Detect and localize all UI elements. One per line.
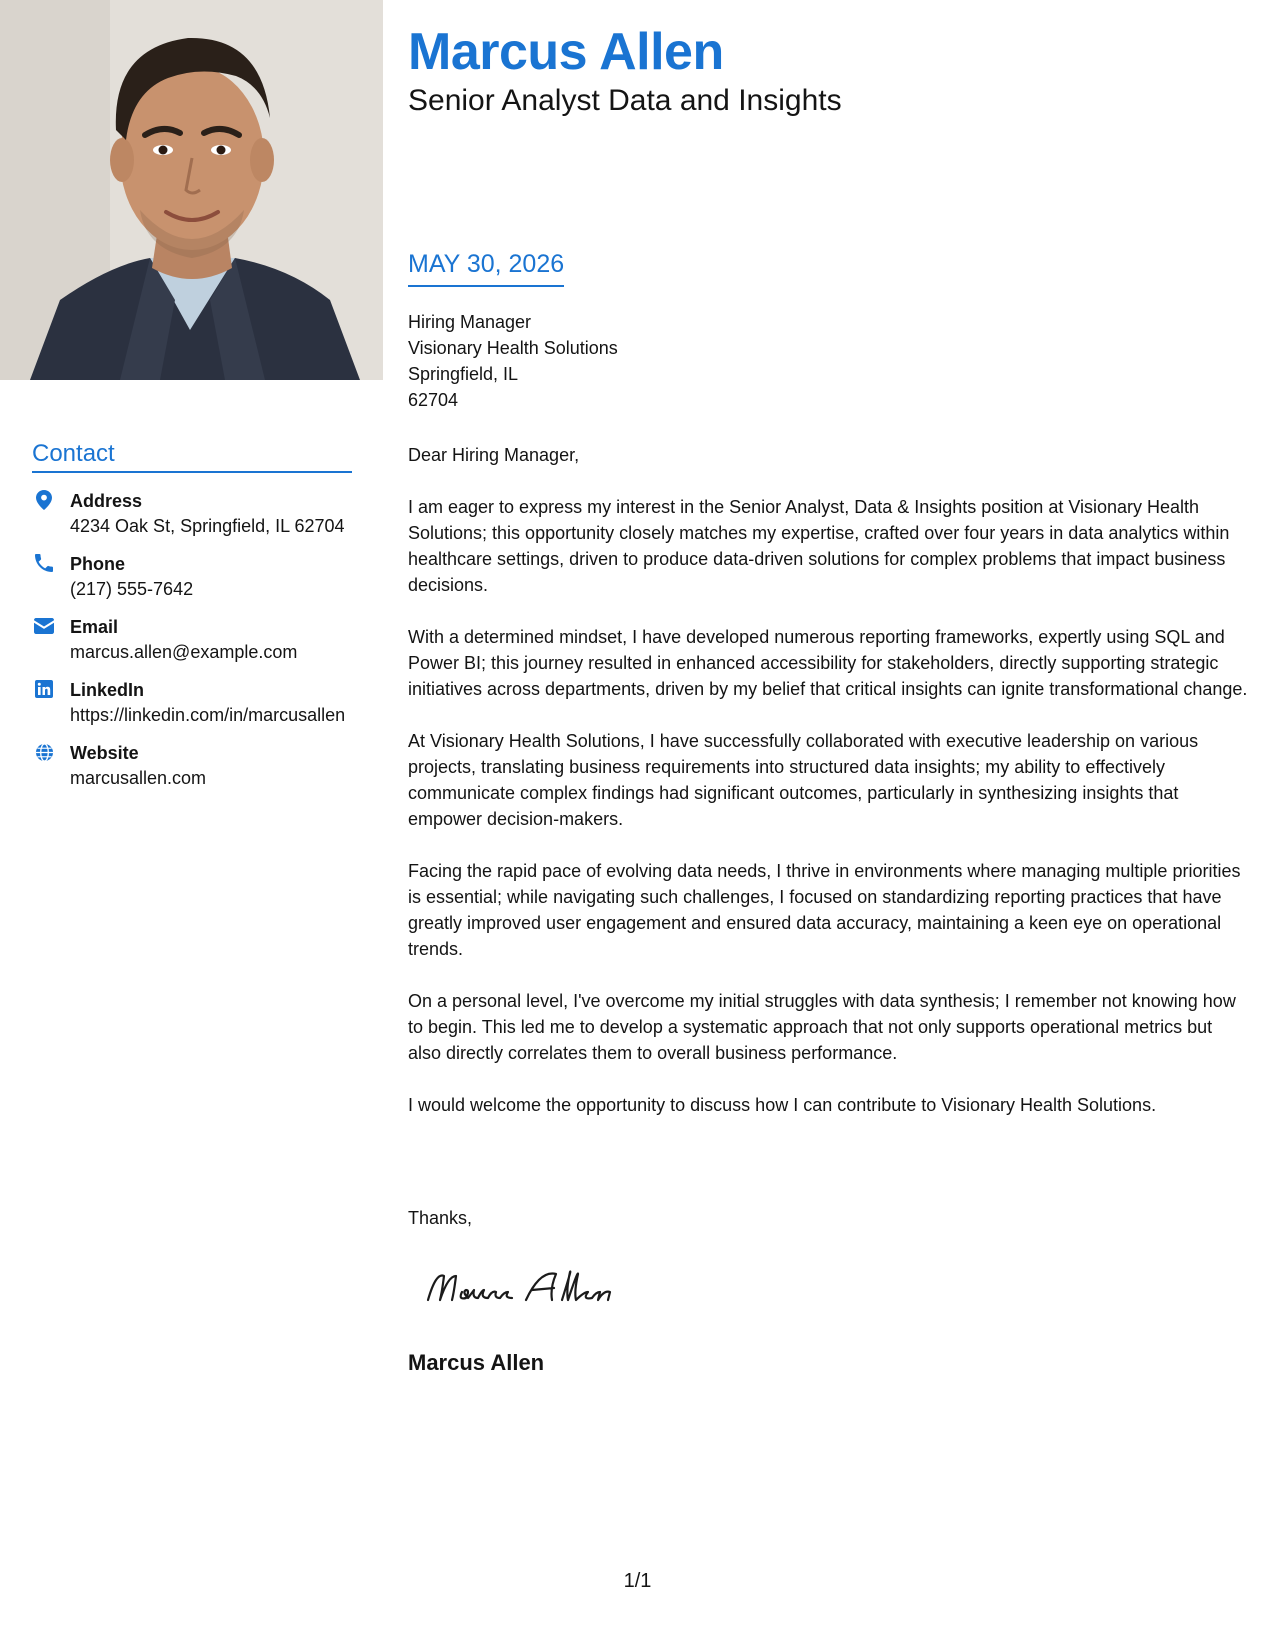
paragraph: Facing the rapid pace of evolving data needs, I thrive in environments where managing multiple priorities is essential; while navigating such challenges, I focused on standardizing reporting practices that have greatly improved user engagement and ensured data accuracy, maintaining a keen eye on operational trends. [408,861,1241,959]
linkedin-value[interactable]: https://linkedin.com/in/marcusallen [70,705,346,725]
recipient-zip: 62704 [408,390,459,410]
signed-name: Marcus Allen [408,1350,545,1375]
contact-item-phone [32,552,352,602]
website-label: Website [70,743,139,763]
linkedin-label: LinkedIn [70,680,145,700]
page-number: 1/1 [623,1570,652,1592]
phone-value: (217) 555-7642 [70,579,194,599]
map-pin-icon [34,490,54,510]
recipient-block [408,309,618,413]
closing: Thanks, [408,1208,473,1228]
contact-item-email [32,615,352,665]
recipient-title: Hiring Manager [408,312,532,332]
email-value: marcus.allen@example.com [70,642,298,662]
handwritten-signature [422,1262,662,1312]
paragraph: With a determined mindset, I have developed numerous reporting frameworks, expertly using SQL and Power BI; this journey resulted in enhanced accessibility for stakeholders, directly supporting strategic initiatives across departments, driven by my belief that critical insights can ignite transformational change. [408,627,1248,699]
contact-sidebar [32,440,352,804]
recipient-city: Springfield, IL [408,364,519,384]
envelope-icon [34,616,54,636]
phone-icon [34,553,54,573]
contact-heading: Contact [32,440,352,473]
recipient-company: Visionary Health Solutions [408,338,618,358]
applicant-name: Marcus Allen [408,23,724,81]
paragraph: On a personal level, I've overcome my initial struggles with data synthesis; I remember not knowing how to begin. This led me to develop a systematic approach that not only supports operational metrics but also directly correlates them to overall business performance. [408,991,1236,1063]
contact-item-address [32,489,352,539]
paragraph: I would welcome the opportunity to discuss how I can contribute to Visionary Health Solutions. [408,1095,1157,1115]
salutation: Dear Hiring Manager, [408,445,580,465]
address-label: Address [70,491,143,511]
paragraph: I am eager to express my interest in the Senior Analyst, Data & Insights position at Visionary Health Solutions; this opportunity closely matches my expertise, crafted over four years in data analytics within healthcare settings, driven to produce data-driven solutions for complex problems that impact business decisions. [408,497,1230,595]
paragraph: At Visionary Health Solutions, I have successfully collaborated with executive leadership on various projects, translating business requirements into structured data insights; my ability to effectively communicate complex findings had significant outcomes, particularly in synthesizing insights that empower decision-makers. [408,731,1199,829]
globe-icon [34,742,54,762]
contact-list [32,489,352,791]
contact-item-linkedin [32,678,352,728]
letter-body [408,442,1250,1144]
email-label: Email [70,617,119,637]
contact-item-website [32,741,352,791]
applicant-title: Senior Analyst Data and Insights [408,84,842,117]
profile-photo [0,0,383,380]
linkedin-icon [34,679,54,699]
phone-label: Phone [70,554,126,574]
letter-date: MAY 30, 2026 [408,250,564,287]
date-block [408,250,564,287]
address-value: 4234 Oak St, Springfield, IL 62704 [70,516,345,536]
website-value[interactable]: marcusallen.com [70,768,207,788]
